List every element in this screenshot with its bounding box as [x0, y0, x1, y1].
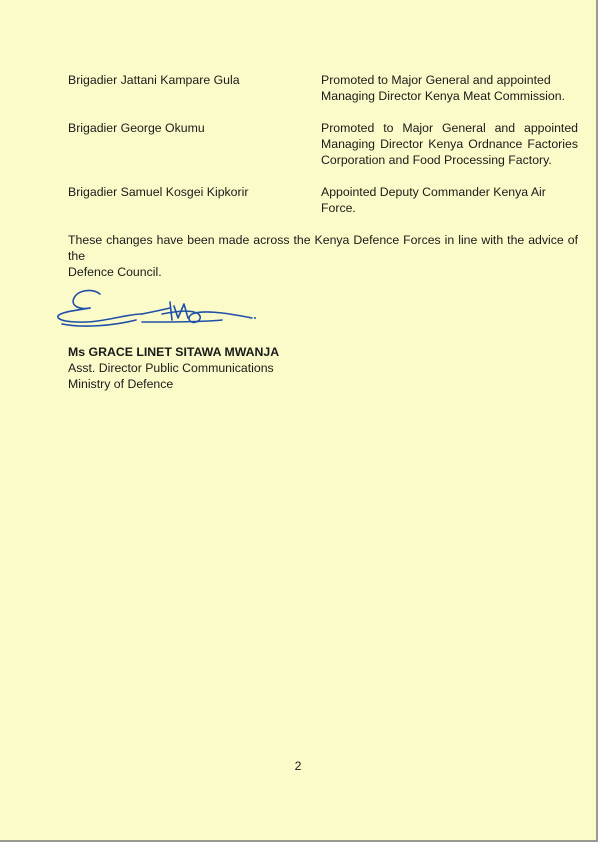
- signatory-title: Asst. Director Public Communications: [68, 361, 274, 375]
- officer-name: Brigadier Jattani Kampare Gula: [68, 73, 240, 87]
- signatory-block: [68, 344, 368, 392]
- closing-paragraph: [68, 232, 578, 280]
- appointment-description: [321, 120, 578, 168]
- signatory-name: Ms GRACE LINET SITAWA MWANJA: [68, 345, 280, 359]
- description-line: Appointed Deputy Commander Kenya Air Force.: [321, 185, 546, 215]
- handwritten-signature-icon: [52, 284, 262, 334]
- officer-name: Brigadier Samuel Kosgei Kipkorir: [68, 185, 249, 199]
- description-line: Managing Director Kenya Meat Commission.: [321, 89, 565, 103]
- page-number: 2: [294, 759, 302, 773]
- appointment-description: [321, 184, 578, 216]
- description-line: Corporation and Food Processing Factory.: [321, 153, 552, 167]
- paragraph-line: These changes have been made across the Kenya Defence Forces in line with the advice of the: [68, 233, 578, 263]
- paragraph-line: Defence Council.: [68, 265, 162, 279]
- appointment-description: [321, 72, 578, 104]
- description-line: Promoted to Major General and appointed: [321, 73, 551, 87]
- description-line: Managing Director Kenya Ordnance Factories: [321, 137, 578, 151]
- signatory-organization: Ministry of Defence: [68, 377, 174, 391]
- officer-name: Brigadier George Okumu: [68, 121, 205, 135]
- description-line: Promoted to Major General and appointed: [321, 121, 578, 135]
